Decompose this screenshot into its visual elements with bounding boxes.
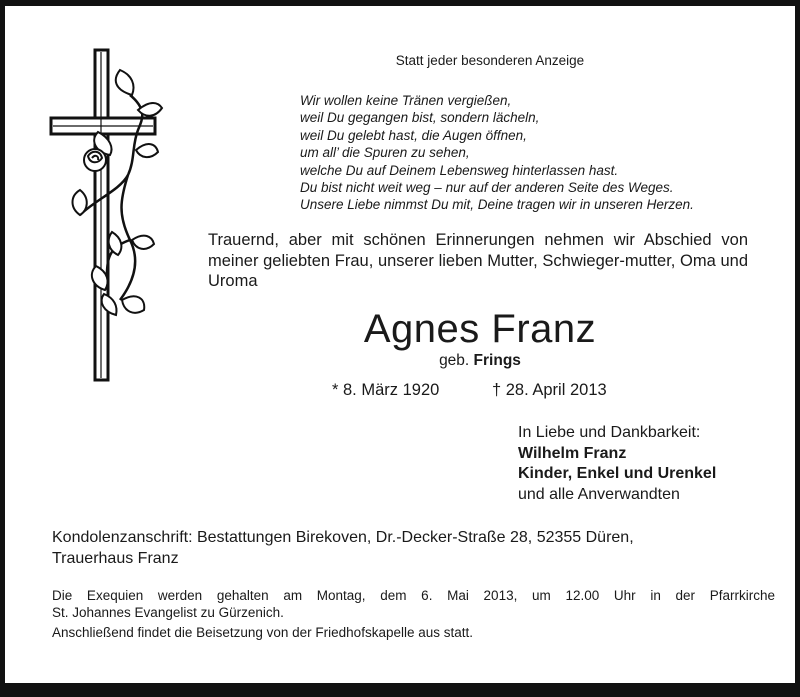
condolence-address-line: Trauerhaus Franz bbox=[52, 550, 179, 567]
death-date: † 28. April 2013 bbox=[492, 381, 607, 399]
deceased-name: Agnes Franz bbox=[363, 307, 597, 351]
poem-line: Wir wollen keine Tränen vergießen, bbox=[300, 93, 512, 108]
poem-line: weil Du gegangen bist, sondern lächeln, bbox=[300, 110, 540, 126]
life-dates bbox=[332, 381, 607, 400]
condolence-address bbox=[52, 527, 772, 569]
condolence-address-line: Kondolenzanschrift: Bestattungen Birekoven, Dr.-Decker-Straße 28, 52355 Düren, bbox=[52, 529, 634, 546]
notice-header: Statt jeder besonderen Anzeige bbox=[395, 53, 585, 68]
poem-line: Du bist nicht weit weg – nur auf der anderen Seite des Weges. bbox=[300, 180, 674, 196]
signers bbox=[518, 423, 716, 505]
poem-line: Unsere Liebe nimmst Du mit, Deine tragen wir in unseren Herzen. bbox=[300, 197, 694, 213]
frame-bottom-border bbox=[0, 683, 800, 697]
signers-intro: In Liebe und Dankbarkeit: bbox=[518, 424, 701, 441]
poem-line: welche Du auf Deinem Lebensweg hinterlassen hast. bbox=[300, 162, 619, 178]
poem bbox=[300, 92, 770, 214]
signer-spouse: Wilhelm Franz bbox=[518, 444, 627, 462]
burial-info: Anschließend findet die Beisetzung von der Friedhofskapelle aus statt. bbox=[52, 625, 473, 640]
funeral-service-line: St. Johannes Evangelist zu Gürzenich. bbox=[52, 605, 284, 620]
poem-line: weil Du gelebt hast, die Augen öffnen, bbox=[300, 127, 527, 143]
birth-date: * 8. März 1920 bbox=[332, 381, 440, 399]
funeral-service-line: Die Exequien werden gehalten am Montag, dem 6. Mai 2013, um 12.00 Uhr in der Pfarrkirche bbox=[52, 588, 775, 603]
frame-left-border bbox=[0, 0, 5, 697]
poem-line: um all’ die Spuren zu sehen, bbox=[300, 145, 470, 161]
birth-name bbox=[300, 352, 660, 370]
intro-text: Trauernd, aber mit schönen Erinnerungen nehmen wir Abschied von meiner geliebten Frau, unserer lieben Mutter, Schwieger-mutter, Oma und Uroma bbox=[208, 231, 748, 290]
signer-others: und alle Anverwandten bbox=[518, 485, 680, 503]
signer-family: Kinder, Enkel und Urenkel bbox=[518, 465, 717, 482]
cross-with-rose-vine-icon bbox=[40, 40, 170, 390]
birth-name-value: Frings bbox=[473, 352, 521, 369]
funeral-service-info bbox=[52, 587, 775, 621]
frame-top-border bbox=[0, 0, 800, 6]
frame-right-border bbox=[795, 0, 800, 697]
birth-name-prefix: geb. bbox=[439, 352, 470, 369]
